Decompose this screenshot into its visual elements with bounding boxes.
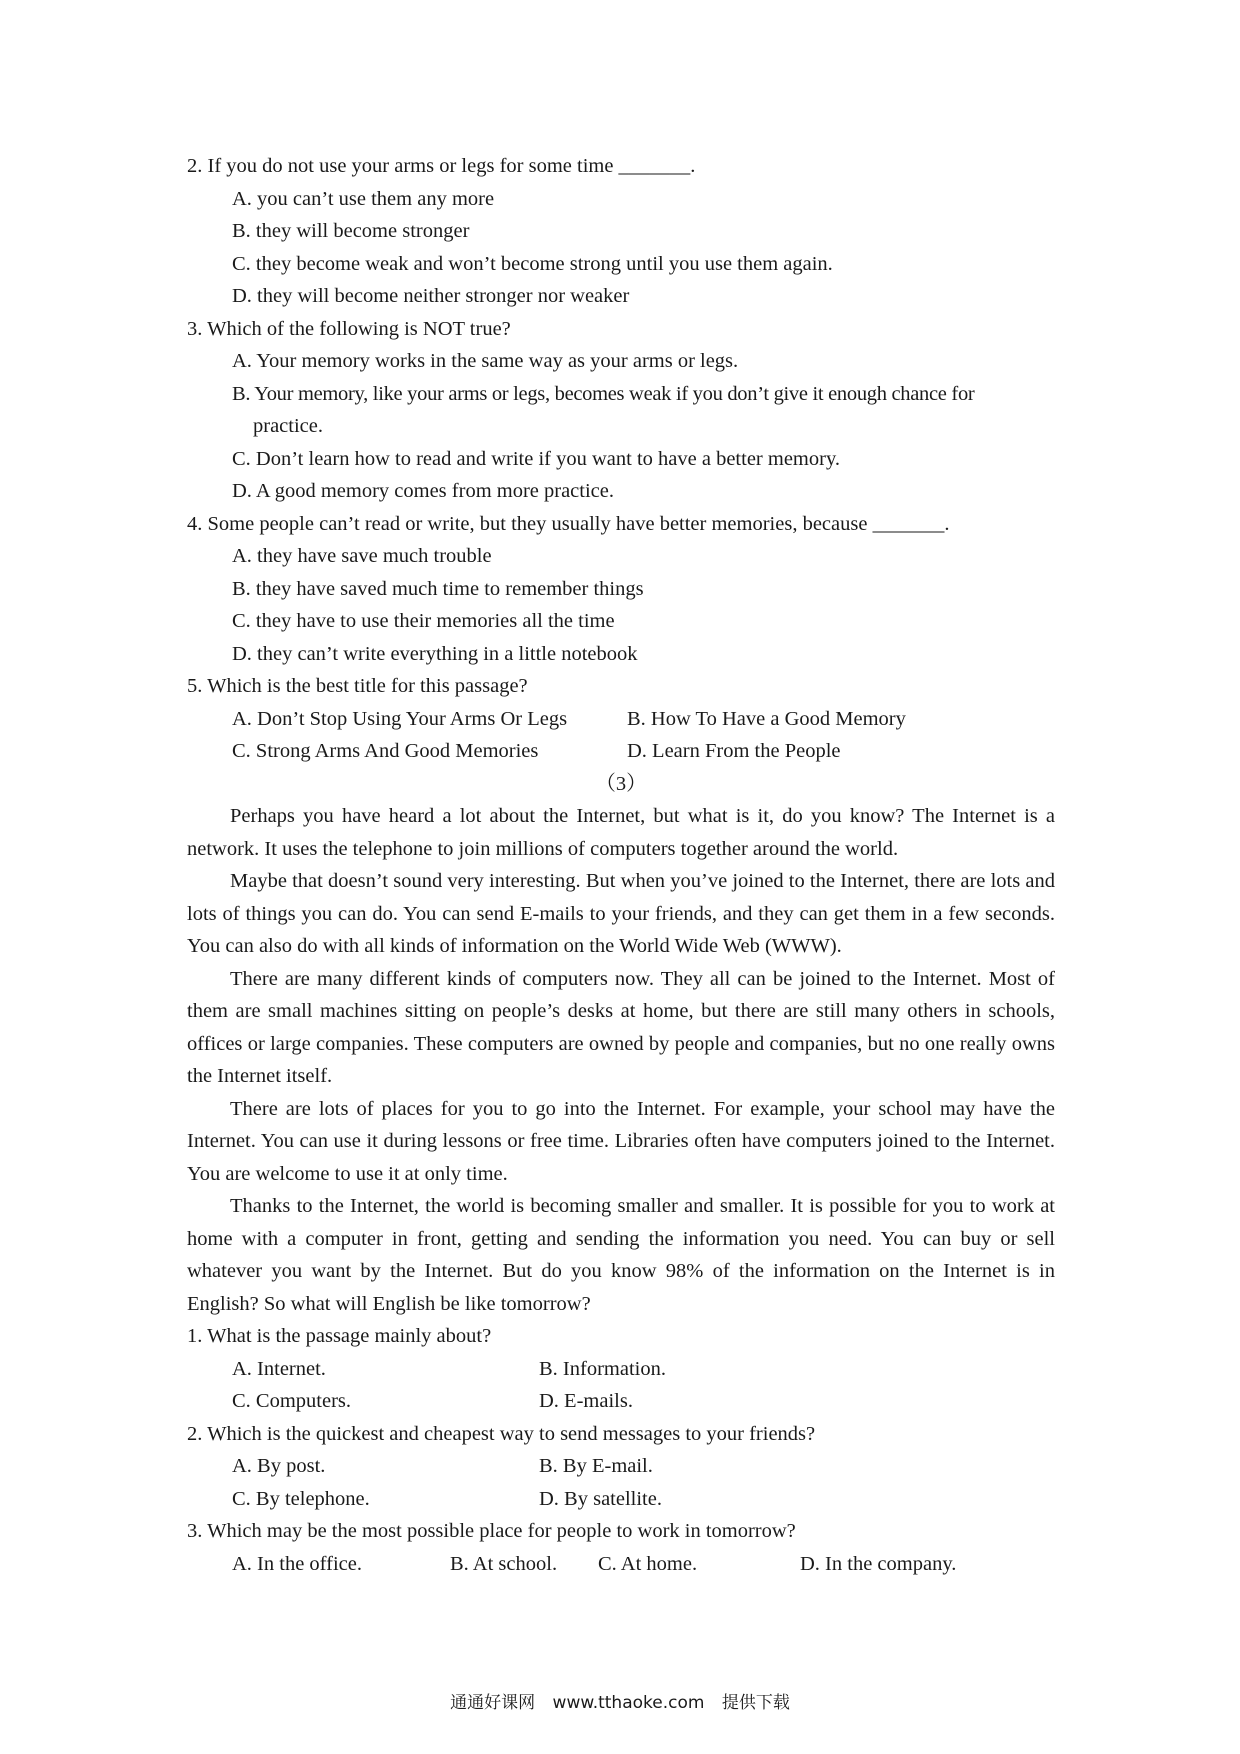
option: C. Strong Arms And Good Memories: [232, 740, 539, 762]
section-label: （3）: [595, 772, 647, 795]
question-stem: 2. If you do not use your arms or legs for some time _______.: [187, 155, 696, 177]
option: D. E-mails.: [539, 1390, 633, 1412]
option: B. By E-mail.: [539, 1455, 653, 1477]
option: D. Learn From the People: [627, 740, 841, 762]
footer-site-name: 通通好课网: [450, 1693, 536, 1713]
option: C. Don’t learn how to read and write if you want to have a better memory.: [232, 447, 840, 470]
option-row: [187, 1385, 1055, 1418]
option: B. Information.: [539, 1357, 666, 1380]
footer-url: www.tthaoke.com: [552, 1693, 705, 1713]
option-row: [187, 1450, 1055, 1483]
passage-paragraph: There are many different kinds of computers now. They all can be joined to the Internet. Most of them are small machines sitting on people’s desks at home, but there are still many others in schools, offices or large companies. These computers are owned by people and companies, but no one really owns the Internet itself.: [187, 967, 1055, 1087]
option: D. By satellite.: [539, 1487, 662, 1510]
option-row: [187, 735, 1055, 768]
option: A. Internet.: [232, 1357, 326, 1380]
option: B. At school.: [450, 1552, 558, 1575]
option: D. In the company.: [800, 1552, 957, 1575]
option: A. you can’t use them any more: [232, 187, 495, 210]
option: C. they have to use their memories all the time: [232, 610, 615, 632]
question-stem: 3. Which of the following is NOT true?: [187, 317, 511, 340]
option: A. By post.: [232, 1455, 326, 1477]
option-row: [187, 1548, 1055, 1581]
option: D. they can’t write everything in a little notebook: [232, 642, 638, 665]
question-stem: 1. What is the passage mainly about?: [187, 1325, 492, 1347]
passage-paragraph: Perhaps you have heard a lot about the Internet, but what is it, do you know? The Internet is a network. It uses the telephone to join millions of computers together around the world.: [187, 805, 1055, 860]
passage-paragraph: Maybe that doesn’t sound very interesting. But when you’ve joined to the Internet, there are lots and lots of things you can do. You can send E-mails to your friends, and they can get them in a few seconds. You can also do with all kinds of information on the World Wide Web (WWW).: [187, 870, 1055, 957]
option: A. Don’t Stop Using Your Arms Or Legs: [232, 707, 568, 730]
question-stem: 3. Which may be the most possible place for people to work in tomorrow?: [187, 1520, 796, 1542]
option: C. At home.: [598, 1552, 698, 1575]
option: A. Your memory works in the same way as your arms or legs.: [232, 350, 739, 372]
passage-paragraph: There are lots of places for you to go into the Internet. For example, your school may have the Internet. You can use it during lessons or free time. Libraries often have computers joined to the Internet. You are welcome to use it at only time.: [187, 1097, 1055, 1185]
page-content: [187, 150, 1055, 1580]
question-stem: 4. Some people can’t read or write, but they usually have better memories, because _______.: [187, 512, 950, 535]
passage-paragraph: Thanks to the Internet, the world is becoming smaller and smaller. It is possible for you to work at home with a computer in front, getting and sending the information you need. You can buy or sell whatever you want by the Internet. But do you know 98% of the information on the Internet is in English? So what will English be like tomorrow?: [187, 1195, 1055, 1315]
option-row: [187, 1353, 1055, 1386]
footer-suffix: 提供下载: [721, 1693, 790, 1713]
option: B. they will become stronger: [232, 220, 470, 242]
option: C. By telephone.: [232, 1487, 370, 1510]
option: D. they will become neither stronger nor weaker: [232, 285, 630, 307]
page-footer: [0, 1688, 1240, 1713]
question-stem: 5. Which is the best title for this passage?: [187, 675, 528, 697]
option: B. Your memory, like your arms or legs, becomes weak if you don’t give it enough chance for: [232, 382, 975, 405]
option: D. A good memory comes from more practice.: [232, 480, 614, 502]
option: B. they have saved much time to remember things: [232, 577, 644, 600]
option: C. Computers.: [232, 1390, 352, 1412]
question-stem: 2. Which is the quickest and cheapest way to send messages to your friends?: [187, 1422, 816, 1445]
option-row: [187, 703, 1055, 736]
option-continuation: practice.: [253, 415, 323, 437]
option: A. they have save much trouble: [232, 545, 492, 567]
option: C. they become weak and won’t become strong until you use them again.: [232, 252, 833, 275]
option: A. In the office.: [232, 1552, 362, 1575]
option-row: [187, 1483, 1055, 1516]
option: B. How To Have a Good Memory: [627, 707, 906, 730]
